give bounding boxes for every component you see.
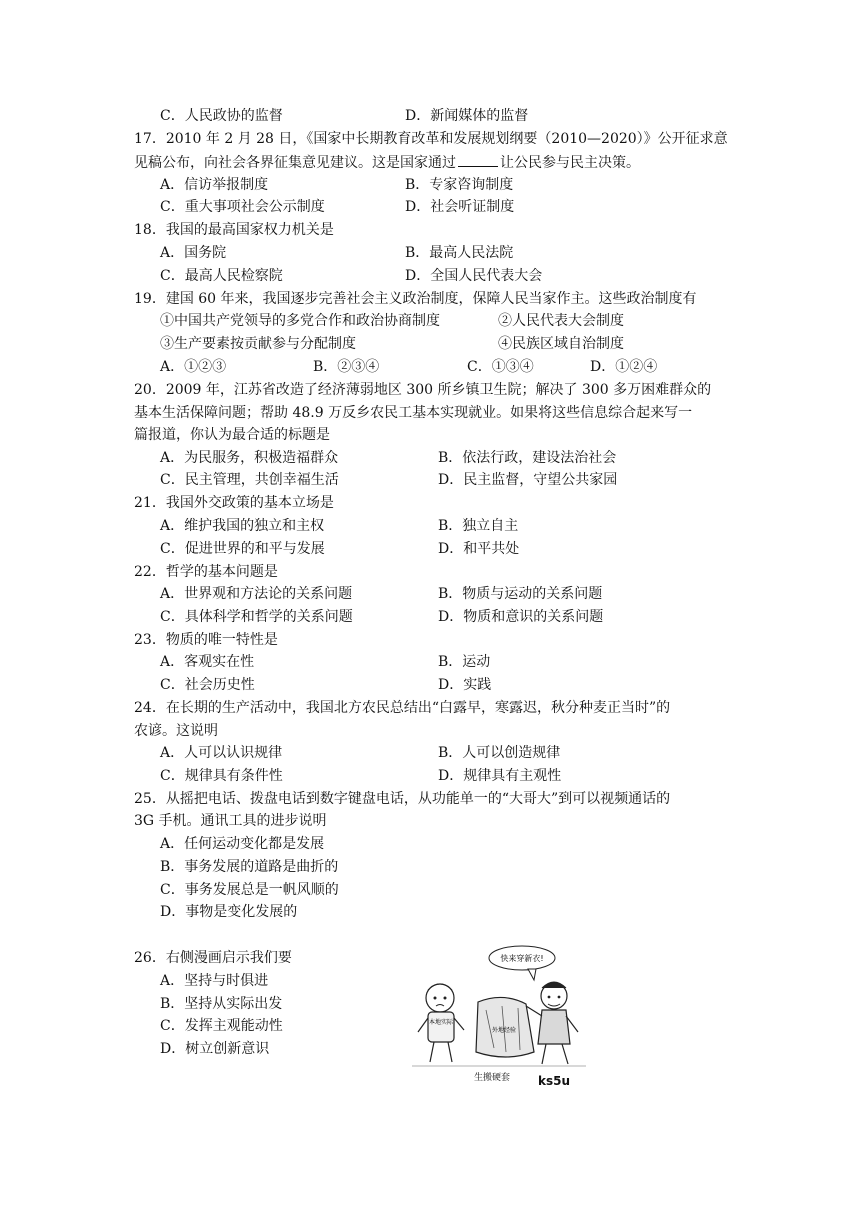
question-20-option-a: A．为民服务，积极造福群众 xyxy=(160,450,339,466)
question-18-stem: 18．我国的最高国家权力机关是 xyxy=(134,222,334,238)
question-17-option-d: D．社会听证制度 xyxy=(405,199,515,215)
question-17-stem-line2 xyxy=(134,152,640,173)
question-24-stem-line2: 农谚。这说明 xyxy=(134,723,218,739)
question-25-stem-line2: 3G 手机。通讯工具的进步说明 xyxy=(134,813,327,829)
question-23-option-b: B．运动 xyxy=(438,654,491,670)
question-24-option-a: A．人可以认识规律 xyxy=(160,745,283,761)
question-21-stem: 21．我国外交政策的基本立场是 xyxy=(134,495,334,511)
question-22-option-d: D．物质和意识的关系问题 xyxy=(438,609,604,625)
question-18-option-c: C．最高人民检察院 xyxy=(160,268,283,284)
question-26-option-a: A．坚持与时俱进 xyxy=(160,973,269,989)
question-21-option-c: C．促进世界的和平与发展 xyxy=(160,541,325,557)
question-25-option-d: D．事物是变化发展的 xyxy=(160,904,298,920)
question-20-stem-line3: 篇报道，你认为最合适的标题是 xyxy=(134,427,330,443)
question-22-option-b: B．物质与运动的关系问题 xyxy=(438,586,603,602)
question-19-stem: 19．建国 60 年来，我国逐步完善社会主义政治制度，保障人民当家作主。这些政治制度有 xyxy=(134,291,697,307)
cloth-label: 外地经验 xyxy=(491,1027,517,1034)
question-20-option-c: C．民主管理，共创幸福生活 xyxy=(160,472,339,488)
question-20-option-b: B．依法行政，建设法治社会 xyxy=(438,450,617,466)
question-24-option-d: D．规律具有主观性 xyxy=(438,768,562,784)
question-23-option-c: C．社会历史性 xyxy=(160,677,255,693)
question-23-option-a: A．客观实在性 xyxy=(160,654,255,670)
question-17-stem-part-a: 见稿公布，向社会各界征集意见建议。这是国家通过 xyxy=(134,155,456,171)
question-19-statement-3: ③生产要素按贡献参与分配制度 xyxy=(160,336,356,352)
question-20-option-d: D．民主监督，守望公共家园 xyxy=(438,472,618,488)
question-22-stem: 22．哲学的基本问题是 xyxy=(134,564,278,580)
question-25-option-a: A．任何运动变化都是发展 xyxy=(160,836,325,852)
question-19-option-d: D．①②④ xyxy=(590,359,658,375)
question-25-option-c: C．事务发展总是一帆风顺的 xyxy=(160,882,339,898)
question-19-option-a: A．①②③ xyxy=(160,359,227,375)
question-24-option-c: C．规律具有条件性 xyxy=(160,768,283,784)
question-21-option-b: B．独立自主 xyxy=(438,518,519,534)
question-19-statement-2: ②人民代表大会制度 xyxy=(498,313,624,329)
question-21-option-d: D．和平共处 xyxy=(438,541,520,557)
question-17-option-a: A．信访举报制度 xyxy=(160,177,269,193)
question-24-stem-line1: 24．在长期的生产活动中，我国北方农民总结出“白露早，寒露迟，秋分种麦正当时”的 xyxy=(134,700,671,716)
question-17-option-c: C．重大事项社会公示制度 xyxy=(160,199,325,215)
question-26-option-b: B．坚持从实际出发 xyxy=(160,996,283,1012)
cartoon-illustration xyxy=(408,940,590,1070)
question-26-stem: 26．右侧漫画启示我们要 xyxy=(134,950,292,966)
cartoon-caption: 生搬硬套 xyxy=(474,1073,511,1083)
question-17-stem-part-b: 让公民参与民主决策。 xyxy=(500,155,640,171)
question-26-option-c: C．发挥主观能动性 xyxy=(160,1018,283,1034)
question-18-option-b: B．最高人民法院 xyxy=(405,245,514,261)
question-21-option-a: A．维护我国的独立和主权 xyxy=(160,518,325,534)
speech-bubble-text: 快来穿新衣! xyxy=(500,954,544,963)
question-25-stem-line1: 25．从摇把电话、拨盘电话到数字键盘电话，从功能单一的“大哥大”到可以视频通话的 xyxy=(134,791,671,807)
shirt-label: 本地实际 xyxy=(428,1019,454,1026)
question-19-statement-4: ④民族区域自治制度 xyxy=(498,336,624,352)
question-23-option-d: D．实践 xyxy=(438,677,492,693)
option-c: C．人民政协的监督 xyxy=(160,108,283,124)
answer-blank xyxy=(458,152,498,167)
question-19-option-b: B．②③④ xyxy=(313,359,380,375)
question-23-stem: 23．物质的唯一特性是 xyxy=(134,632,278,648)
question-18-option-d: D．全国人民代表大会 xyxy=(405,268,543,284)
question-25-option-b: B．事务发展的道路是曲折的 xyxy=(160,859,339,875)
question-24-option-b: B．人可以创造规律 xyxy=(438,745,561,761)
question-22-option-c: C．具体科学和哲学的关系问题 xyxy=(160,609,353,625)
question-19-option-c: C．①③④ xyxy=(467,359,534,375)
question-19-statement-1: ①中国共产党领导的多党合作和政治协商制度 xyxy=(160,313,440,329)
question-22-option-a: A．世界观和方法论的关系问题 xyxy=(160,586,353,602)
question-20-stem-line1: 20．2009 年，江苏省改造了经济薄弱地区 300 所乡镇卫生院；解决了 300 多万困难群众的 xyxy=(134,382,712,398)
question-17-option-b: B．专家咨询制度 xyxy=(405,177,514,193)
watermark-text: ks5u xyxy=(538,1074,571,1088)
question-26-option-d: D．树立创新意识 xyxy=(160,1041,270,1057)
question-17-stem-line1: 17．2010 年 2 月 28 日，《国家中长期教育改革和发展规划纲要（2010—2020）》公开征求意 xyxy=(134,131,728,147)
question-20-stem-line2: 基本生活保障问题；帮助 48.9 万反乡农民工基本实现就业。如果将这些信息综合起来写一 xyxy=(134,405,693,421)
question-18-option-a: A．国务院 xyxy=(160,245,227,261)
option-d: D．新闻媒体的监督 xyxy=(405,108,529,124)
